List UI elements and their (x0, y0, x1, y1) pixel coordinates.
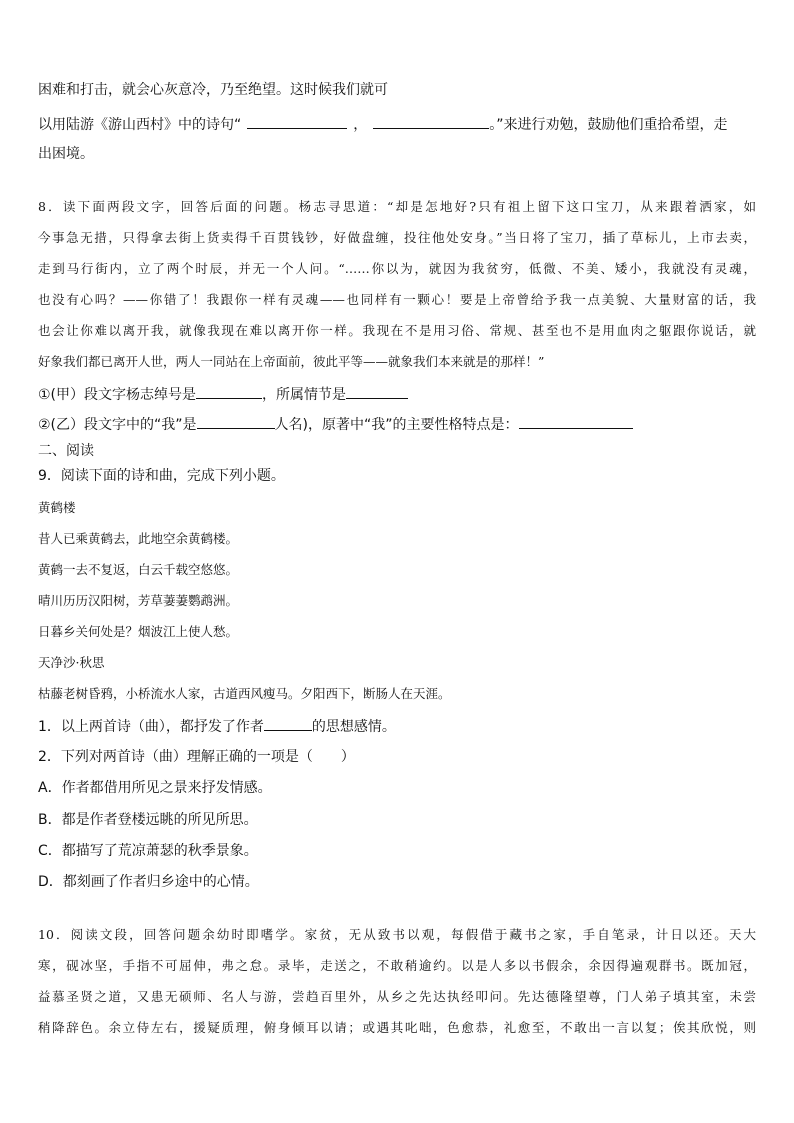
q9-sub1 (38, 716, 396, 737)
q8-sub1-blank-2[interactable] (346, 384, 408, 399)
q10-line: 寒，砚冰坚，手指不可屈伸，弗之怠。录毕，走送之，不敢稍逾约。以是人多以书假余，余因得遍观群书。既加冠， (38, 958, 756, 973)
q8-sub1-pre: ①(甲）段文字杨志绰号是 (38, 387, 197, 403)
q9-option[interactable]: C．都描写了荒凉萧瑟的秋季景象。 (38, 843, 258, 859)
q7-line2 (38, 114, 728, 135)
q8-passage-line: 走到马行街内，立了两个时辰，并无一个人问。“……你以为，就因为我贫穷，低微、不美、矮小，我就没有灵魂， (38, 261, 756, 276)
q7-blank-2[interactable] (373, 114, 489, 129)
q8-sub2-blank-2[interactable] (519, 414, 633, 429)
q8-sub2-mid: 人名)，原著中“我”的主要性格特点是： (274, 417, 519, 433)
q9-option[interactable]: B．都是作者登楼远眺的所见所思。 (38, 812, 258, 828)
q9-poem-line: 晴川历历汉阳树，芳草萋萋鹦鹉洲。 (38, 593, 239, 608)
q7-line2-pre: 以用陆游《游山西村》中的诗句“ (38, 117, 242, 133)
q9-sub2: 2．下列对两首诗（曲）理解正确的一项是（ ） (38, 749, 355, 765)
q7-line2-post: 。”来进行劝勉，鼓励他们重拾希望，走 (489, 117, 728, 133)
q10-line: 10．阅读文段，回答问题余幼时即嗜学。家贫，无从致书以观，每假借于藏书之家，手自笔录，计日以还。天大 (38, 927, 756, 942)
section-heading: 二、阅读 (38, 443, 94, 459)
q9-poem-line: 日暮乡关何处是？烟波江上使人愁。 (38, 624, 239, 639)
q9-sub1-pre: 1．以上两首诗（曲），都抒发了作者 (38, 719, 264, 735)
q10-line: 稍降辞色。余立侍左右，援疑质理，俯身倾耳以请；或遇其叱咄，色愈恭，礼愈至，不敢出一言以复；俟其欣悦，则 (38, 1020, 756, 1035)
q9-poem-title: 黄鹤楼 (38, 500, 76, 515)
q7-line2-sep: ， (353, 117, 368, 133)
q10-line: 益慕圣贤之道，又患无硕师、名人与游，尝趋百里外，从乡之先达执经叩问。先达德隆望尊，门人弟子填其室，未尝 (38, 989, 756, 1004)
q9-stem: 9．阅读下面的诗和曲，完成下列小题。 (38, 468, 285, 484)
q9-option[interactable]: D．都刻画了作者归乡途中的心情。 (38, 874, 259, 890)
q9-option[interactable]: A．作者都借用所见之景来抒发情感。 (38, 780, 272, 796)
q8-sub2 (38, 414, 633, 435)
q8-passage-line: 8．读下面两段文字，回答后面的问题。杨志寻思道：“却是怎地好?只有祖上留下这口宝刀，从来跟着洒家，如 (38, 199, 756, 214)
q8-passage-line: 也会让你难以离开我，就像我现在难以离开你一样。我现在不是用习俗、常规、甚至也不是用血肉之躯跟你说话，就 (38, 323, 756, 338)
q7-blank-1[interactable] (247, 114, 347, 129)
q9-sub1-post: 的思想感情。 (311, 719, 396, 735)
q8-sub2-blank-1[interactable] (197, 414, 275, 429)
q8-passage-line: 也没有心吗？——你错了！我跟你一样有灵魂——也同样有一颗心！要是上帝曾给予我一点美貌、大量财富的话，我 (38, 292, 756, 307)
q8-sub2-pre: ②(乙）段文字中的“我”是 (38, 417, 197, 433)
q9-qu-title: 天净沙·秋思 (38, 655, 105, 670)
q9-sub1-blank[interactable] (264, 716, 312, 731)
q9-poem-line: 昔人已乘黄鹤去，此地空余黄鹤楼。 (38, 531, 239, 546)
q7-line3: 出困境。 (38, 146, 94, 162)
q8-sub1-blank-1[interactable] (196, 384, 262, 399)
q7-line1: 困难和打击，就会心灰意冷，乃至绝望。这时候我们就可 (38, 82, 388, 98)
q9-qu-line: 枯藤老树昏鸦，小桥流水人家，古道西风瘦马。夕阳西下，断肠人在天涯。 (38, 686, 451, 701)
q8-sub1 (38, 384, 408, 405)
q8-sub1-mid: ，所属情节是 (262, 387, 347, 403)
q8-passage-line: 好象我们都已离开人世，两人一同站在上帝面前，彼此平等——就象我们本来就是的那样！” (38, 354, 545, 369)
q8-passage-line: 今事急无措，只得拿去街上货卖得千百贯钱钞，好做盘缠，投往他处安身。”当日将了宝刀，插了草标儿，上市去卖， (38, 230, 756, 245)
q9-poem-line: 黄鹤一去不复返，白云千载空悠悠。 (38, 562, 239, 577)
